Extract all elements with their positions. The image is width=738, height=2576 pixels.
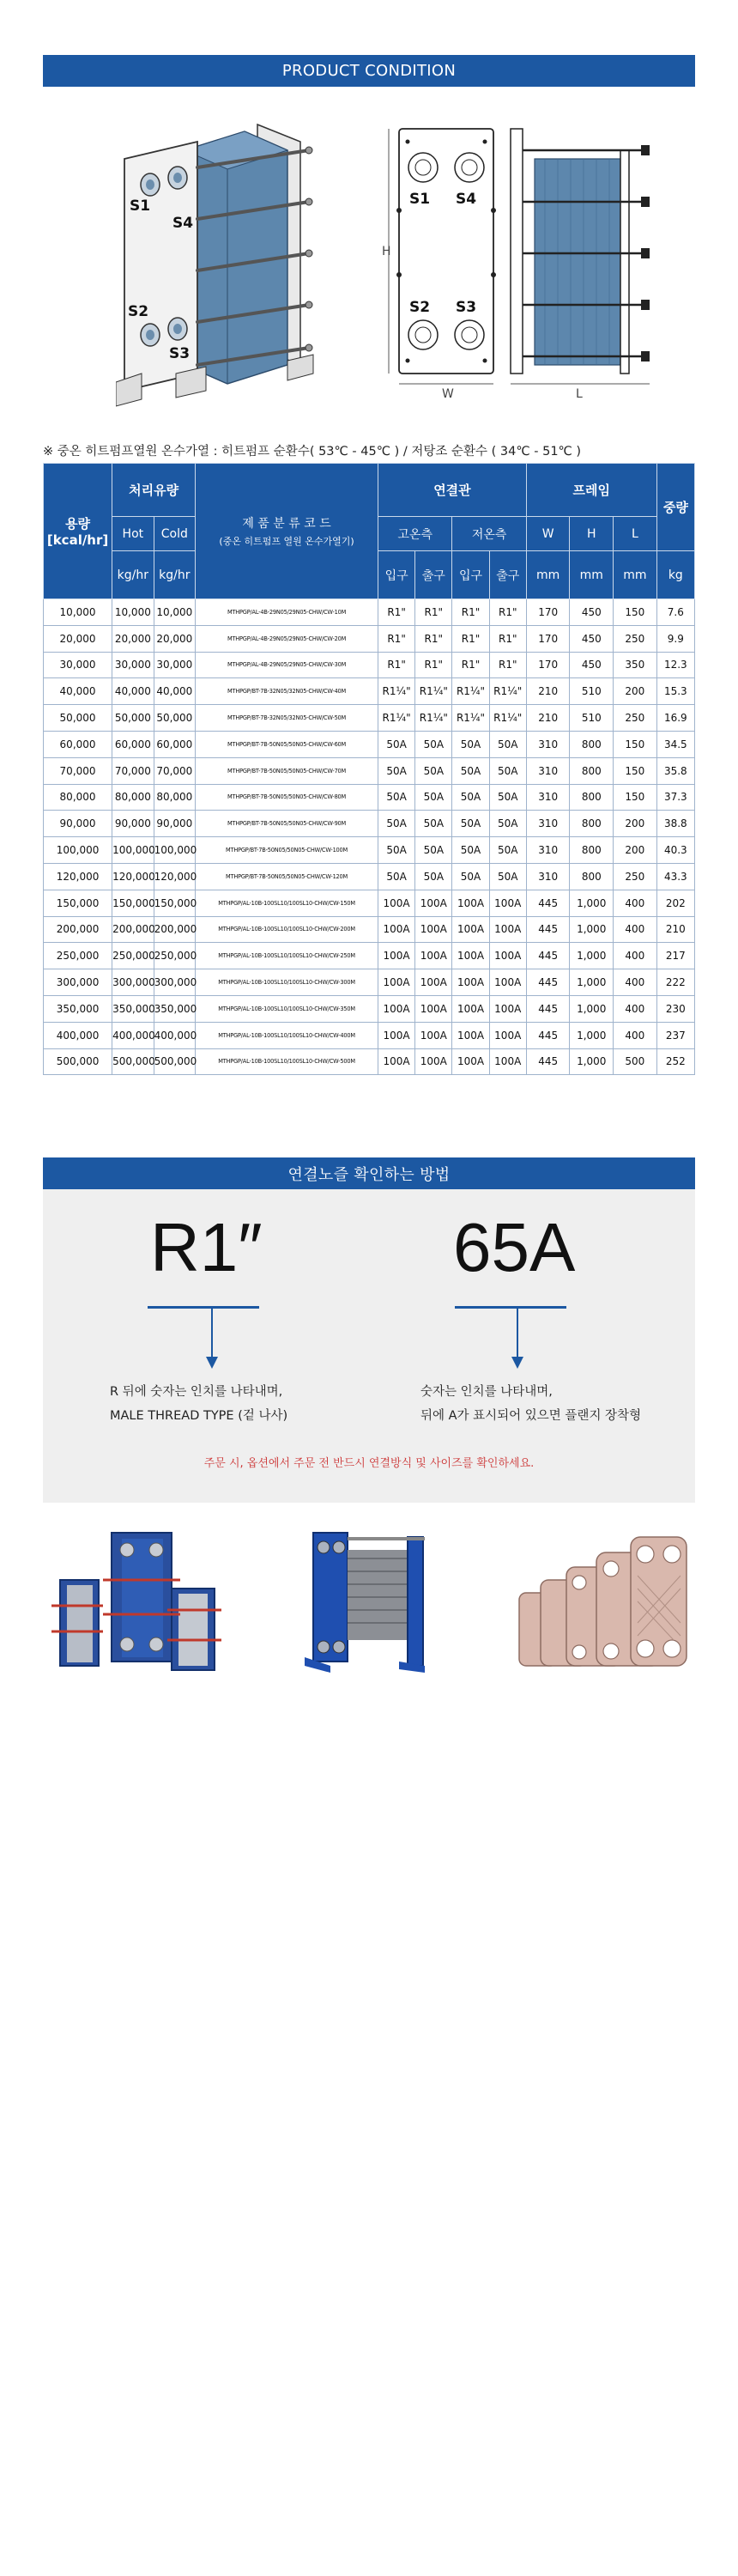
header-frame: 프레임 xyxy=(526,464,656,517)
cell-frame-w: 445 xyxy=(526,969,570,996)
header-capacity xyxy=(44,464,112,599)
cell-cold-inlet: 100A xyxy=(452,916,489,943)
cell-hot-outlet: 100A xyxy=(415,969,452,996)
cell-frame-w: 310 xyxy=(526,811,570,837)
cell-frame-w: 445 xyxy=(526,1048,570,1075)
cell-hot-outlet: 50A xyxy=(415,837,452,864)
cell-product-code: MTHPGP/AL-4B-29N05/29N05-CHW/CW-10M xyxy=(196,599,378,626)
label-s3: S3 xyxy=(169,345,191,362)
cell-hot-inlet: 50A xyxy=(378,863,415,890)
header-mm-l: mm xyxy=(614,551,657,599)
cell-frame-w: 445 xyxy=(526,890,570,916)
cell-product-code: MTHPGP/AL-10B-100SL10/100SL10-CHW/CW-200M xyxy=(196,916,378,943)
header-hot-side: 고온측 xyxy=(378,517,452,551)
cell-flow-cold: 350,000 xyxy=(154,995,195,1022)
header-code-title: 제 품 분 류 코 드 xyxy=(242,517,331,531)
cell-flow-cold: 10,000 xyxy=(154,599,195,626)
cell-flow-hot: 200,000 xyxy=(112,916,154,943)
product-photo-single xyxy=(296,1528,433,1674)
cell-capacity: 300,000 xyxy=(44,969,112,996)
cell-hot-inlet: R1¼" xyxy=(378,705,415,732)
cell-product-code: MTHPGP/AL-10B-100SL10/100SL10-CHW/CW-300M xyxy=(196,969,378,996)
cell-flow-hot: 100,000 xyxy=(112,837,154,864)
cell-hot-inlet: R1¼" xyxy=(378,678,415,705)
table-row xyxy=(44,969,695,996)
cell-capacity: 40,000 xyxy=(44,678,112,705)
header-flow: 처리유량 xyxy=(112,464,196,517)
cell-product-code: MTHPGP/AL-4B-29N05/29N05-CHW/CW-30M xyxy=(196,652,378,678)
header-capacity-label: 용량 xyxy=(65,516,91,532)
header-mm-w: mm xyxy=(526,551,570,599)
cell-frame-h: 800 xyxy=(570,784,614,811)
table-row xyxy=(44,811,695,837)
cell-product-code: MTHPGP/AL-10B-100SL10/100SL10-CHW/CW-150M xyxy=(196,890,378,916)
flange-example: 65A xyxy=(453,1209,576,1285)
cell-product-code: MTHPGP/BT-7B-50N05/50N05-CHW/CW-80M xyxy=(196,784,378,811)
cell-capacity: 50,000 xyxy=(44,705,112,732)
cell-capacity: 20,000 xyxy=(44,625,112,652)
cell-frame-l: 200 xyxy=(614,837,657,864)
cell-hot-inlet: 100A xyxy=(378,1048,415,1075)
cell-hot-inlet: 100A xyxy=(378,890,415,916)
cell-cold-inlet: 50A xyxy=(452,731,489,757)
cell-cold-outlet: 50A xyxy=(489,784,526,811)
cell-frame-l: 350 xyxy=(614,652,657,678)
header-cold: Cold xyxy=(154,517,195,551)
cell-hot-inlet: 100A xyxy=(378,1022,415,1048)
cell-cold-outlet: R1" xyxy=(489,599,526,626)
flange-arrow-icon xyxy=(509,1309,526,1370)
cell-weight: 38.8 xyxy=(656,811,694,837)
cell-flow-hot: 20,000 xyxy=(112,625,154,652)
cell-flow-hot: 250,000 xyxy=(112,943,154,969)
cell-weight: 217 xyxy=(656,943,694,969)
cell-cold-outlet: 50A xyxy=(489,863,526,890)
cell-hot-outlet: 50A xyxy=(415,784,452,811)
header-h: H xyxy=(570,517,614,551)
cell-weight: 7.6 xyxy=(656,599,694,626)
cell-capacity: 350,000 xyxy=(44,995,112,1022)
cell-cold-inlet: 100A xyxy=(452,969,489,996)
cell-flow-hot: 60,000 xyxy=(112,731,154,757)
table-row xyxy=(44,1048,695,1075)
header-l: L xyxy=(614,517,657,551)
cell-frame-h: 450 xyxy=(570,599,614,626)
cell-cold-inlet: 50A xyxy=(452,757,489,784)
cell-product-code: MTHPGP/BT-7B-50N05/50N05-CHW/CW-90M xyxy=(196,811,378,837)
cell-weight: 43.3 xyxy=(656,863,694,890)
cell-hot-inlet: 50A xyxy=(378,837,415,864)
cell-cold-outlet: 100A xyxy=(489,943,526,969)
cell-frame-w: 170 xyxy=(526,625,570,652)
cell-cold-inlet: 100A xyxy=(452,943,489,969)
header-inlet-hot: 입구 xyxy=(378,551,415,599)
cell-hot-inlet: 100A xyxy=(378,943,415,969)
cell-flow-hot: 400,000 xyxy=(112,1022,154,1048)
cell-weight: 34.5 xyxy=(656,731,694,757)
cell-weight: 210 xyxy=(656,916,694,943)
header-capacity-unit: [kcal/hr] xyxy=(46,532,109,548)
product-photo-group xyxy=(51,1528,223,1674)
cell-capacity: 30,000 xyxy=(44,652,112,678)
cell-hot-inlet: 100A xyxy=(378,995,415,1022)
cell-frame-h: 800 xyxy=(570,837,614,864)
cell-frame-w: 170 xyxy=(526,599,570,626)
cell-capacity: 150,000 xyxy=(44,890,112,916)
header-code xyxy=(196,464,378,599)
cell-flow-hot: 150,000 xyxy=(112,890,154,916)
header-outlet-cold: 출구 xyxy=(489,551,526,599)
cell-cold-inlet: 100A xyxy=(452,1048,489,1075)
cell-cold-outlet: 100A xyxy=(489,995,526,1022)
cell-hot-outlet: 50A xyxy=(415,757,452,784)
cell-weight: 252 xyxy=(656,1048,694,1075)
cell-flow-cold: 500,000 xyxy=(154,1048,195,1075)
flange-desc-line1: 숫자는 인치를 나타내며, xyxy=(420,1385,553,1399)
spec-table-body xyxy=(44,599,695,1075)
cell-flow-cold: 300,000 xyxy=(154,969,195,996)
cell-weight: 230 xyxy=(656,995,694,1022)
cell-hot-outlet: 50A xyxy=(415,811,452,837)
cell-product-code: MTHPGP/BT-7B-50N05/50N05-CHW/CW-70M xyxy=(196,757,378,784)
nozzle-check-banner xyxy=(43,1157,695,1189)
cell-frame-l: 200 xyxy=(614,811,657,837)
cell-cold-outlet: 50A xyxy=(489,731,526,757)
cell-cold-inlet: R1" xyxy=(452,599,489,626)
cell-cold-outlet: R1¼" xyxy=(489,678,526,705)
cell-hot-outlet: R1" xyxy=(415,599,452,626)
cell-hot-outlet: 100A xyxy=(415,995,452,1022)
cell-cold-inlet: 100A xyxy=(452,890,489,916)
cell-product-code: MTHPGP/AL-10B-100SL10/100SL10-CHW/CW-250M xyxy=(196,943,378,969)
header-hot: Hot xyxy=(112,517,154,551)
cell-cold-outlet: R1" xyxy=(489,652,526,678)
cell-cold-inlet: R1¼" xyxy=(452,678,489,705)
cell-product-code: MTHPGP/AL-10B-100SL10/100SL10-CHW/CW-400M xyxy=(196,1022,378,1048)
table-row xyxy=(44,625,695,652)
cell-product-code: MTHPGP/AL-10B-100SL10/100SL10-CHW/CW-500M xyxy=(196,1048,378,1075)
tech-label-s2: S2 xyxy=(409,299,431,316)
cell-frame-l: 250 xyxy=(614,705,657,732)
cell-flow-cold: 60,000 xyxy=(154,731,195,757)
cell-product-code: MTHPGP/BT-7B-50N05/50N05-CHW/CW-100M xyxy=(196,837,378,864)
cell-capacity: 70,000 xyxy=(44,757,112,784)
cell-frame-h: 1,000 xyxy=(570,969,614,996)
product-condition-title: PRODUCT CONDITION xyxy=(281,62,457,80)
cell-hot-inlet: 50A xyxy=(378,811,415,837)
cell-flow-cold: 100,000 xyxy=(154,837,195,864)
cell-frame-h: 1,000 xyxy=(570,995,614,1022)
cell-frame-w: 445 xyxy=(526,1022,570,1048)
cell-flow-cold: 90,000 xyxy=(154,811,195,837)
cell-cold-inlet: R1¼" xyxy=(452,705,489,732)
cell-capacity: 80,000 xyxy=(44,784,112,811)
cell-flow-cold: 80,000 xyxy=(154,784,195,811)
cell-frame-h: 510 xyxy=(570,705,614,732)
cell-weight: 16.9 xyxy=(656,705,694,732)
order-warning: 주문 시, 옵션에서 주문 전 반드시 연결방식 및 사이즈를 확인하세요. xyxy=(203,1457,535,1470)
cell-flow-hot: 40,000 xyxy=(112,678,154,705)
table-row xyxy=(44,784,695,811)
header-kg: kg xyxy=(656,551,694,599)
dim-h-label: H xyxy=(382,245,391,258)
cell-weight: 12.3 xyxy=(656,652,694,678)
cell-frame-h: 1,000 xyxy=(570,916,614,943)
cell-frame-l: 400 xyxy=(614,1022,657,1048)
header-mm-h: mm xyxy=(570,551,614,599)
cell-weight: 15.3 xyxy=(656,678,694,705)
cell-weight: 40.3 xyxy=(656,837,694,864)
cell-hot-inlet: 50A xyxy=(378,784,415,811)
table-row xyxy=(44,705,695,732)
dim-l-label: L xyxy=(576,387,583,399)
cell-cold-inlet: 50A xyxy=(452,837,489,864)
cell-flow-hot: 350,000 xyxy=(112,995,154,1022)
cell-hot-inlet: R1" xyxy=(378,652,415,678)
cell-frame-l: 400 xyxy=(614,995,657,1022)
header-w: W xyxy=(526,517,570,551)
cell-frame-l: 150 xyxy=(614,757,657,784)
cell-cold-outlet: 100A xyxy=(489,890,526,916)
cell-frame-w: 310 xyxy=(526,731,570,757)
cell-frame-w: 310 xyxy=(526,784,570,811)
tech-label-s1: S1 xyxy=(409,191,431,208)
header-kghr-cold: kg/hr xyxy=(154,551,195,599)
thread-example: R1″ xyxy=(150,1209,263,1285)
cell-hot-inlet: 100A xyxy=(378,916,415,943)
cell-frame-l: 250 xyxy=(614,863,657,890)
cell-flow-hot: 70,000 xyxy=(112,757,154,784)
cell-product-code: MTHPGP/AL-10B-100SL10/100SL10-CHW/CW-350M xyxy=(196,995,378,1022)
table-row xyxy=(44,678,695,705)
cell-frame-h: 800 xyxy=(570,731,614,757)
thread-description xyxy=(110,1380,287,1428)
cell-frame-h: 800 xyxy=(570,863,614,890)
cell-flow-cold: 20,000 xyxy=(154,625,195,652)
cell-capacity: 10,000 xyxy=(44,599,112,626)
cell-hot-outlet: 100A xyxy=(415,1048,452,1075)
thread-arrow-icon xyxy=(203,1309,221,1370)
cell-frame-h: 1,000 xyxy=(570,1022,614,1048)
cell-flow-cold: 30,000 xyxy=(154,652,195,678)
label-s1: S1 xyxy=(130,197,151,215)
cell-weight: 35.8 xyxy=(656,757,694,784)
cell-hot-outlet: 50A xyxy=(415,731,452,757)
cell-flow-hot: 120,000 xyxy=(112,863,154,890)
cell-weight: 237 xyxy=(656,1022,694,1048)
cell-flow-cold: 250,000 xyxy=(154,943,195,969)
tech-label-s4: S4 xyxy=(456,191,477,208)
cell-flow-cold: 70,000 xyxy=(154,757,195,784)
product-photo-plates xyxy=(511,1528,691,1674)
cell-frame-w: 310 xyxy=(526,863,570,890)
cell-frame-h: 450 xyxy=(570,625,614,652)
cell-hot-outlet: 50A xyxy=(415,863,452,890)
cell-frame-h: 450 xyxy=(570,652,614,678)
table-row xyxy=(44,890,695,916)
cell-hot-outlet: 100A xyxy=(415,1022,452,1048)
cell-frame-l: 150 xyxy=(614,599,657,626)
cell-frame-w: 310 xyxy=(526,757,570,784)
cell-cold-outlet: R1¼" xyxy=(489,705,526,732)
cell-hot-inlet: 50A xyxy=(378,757,415,784)
cell-hot-outlet: R1¼" xyxy=(415,678,452,705)
header-weight: 중량 xyxy=(656,464,694,551)
cell-capacity: 100,000 xyxy=(44,837,112,864)
cell-cold-inlet: 50A xyxy=(452,863,489,890)
thread-desc-line2: MALE THREAD TYPE (겉 나사) xyxy=(110,1409,288,1423)
table-row xyxy=(44,731,695,757)
cell-product-code: MTHPGP/AL-4B-29N05/29N05-CHW/CW-20M xyxy=(196,625,378,652)
cell-capacity: 400,000 xyxy=(44,1022,112,1048)
table-row xyxy=(44,1022,695,1048)
heat-exchanger-tech-drawing xyxy=(382,125,656,399)
cell-cold-outlet: 50A xyxy=(489,811,526,837)
header-inlet-cold: 입구 xyxy=(452,551,489,599)
cell-capacity: 90,000 xyxy=(44,811,112,837)
table-row xyxy=(44,757,695,784)
table-row xyxy=(44,599,695,626)
operating-condition-note: ※ 중온 히트펌프열원 온수가열 : 히트펌프 순환수( 53℃ - 45℃ ) / 저탕조 순환수 ( 34℃ - 51℃ ) xyxy=(43,445,582,459)
cell-cold-inlet: R1" xyxy=(452,625,489,652)
cell-capacity: 120,000 xyxy=(44,863,112,890)
cell-product-code: MTHPGP/BT-7B-32N05/32N05-CHW/CW-50M xyxy=(196,705,378,732)
cell-hot-outlet: 100A xyxy=(415,943,452,969)
cell-flow-cold: 150,000 xyxy=(154,890,195,916)
cell-hot-inlet: R1" xyxy=(378,599,415,626)
cell-frame-l: 150 xyxy=(614,731,657,757)
cell-hot-inlet: 50A xyxy=(378,731,415,757)
cell-weight: 202 xyxy=(656,890,694,916)
table-row xyxy=(44,652,695,678)
cell-capacity: 250,000 xyxy=(44,943,112,969)
table-row xyxy=(44,837,695,864)
cell-frame-w: 310 xyxy=(526,837,570,864)
cell-frame-l: 200 xyxy=(614,678,657,705)
heat-exchanger-iso-drawing xyxy=(116,116,339,408)
cell-product-code: MTHPGP/BT-7B-50N05/50N05-CHW/CW-120M xyxy=(196,863,378,890)
thread-desc-line1: R 뒤에 숫자는 인치를 나타내며, xyxy=(110,1385,283,1399)
cell-flow-hot: 300,000 xyxy=(112,969,154,996)
cell-frame-h: 800 xyxy=(570,811,614,837)
cell-frame-w: 445 xyxy=(526,995,570,1022)
header-code-sub: (중온 히트펌프 열원 온수가열기) xyxy=(219,536,354,547)
flange-description xyxy=(420,1380,641,1428)
cell-cold-outlet: 50A xyxy=(489,757,526,784)
cell-flow-cold: 400,000 xyxy=(154,1022,195,1048)
cell-frame-l: 400 xyxy=(614,969,657,996)
cell-hot-inlet: 100A xyxy=(378,969,415,996)
cell-cold-inlet: 50A xyxy=(452,784,489,811)
cell-frame-l: 500 xyxy=(614,1048,657,1075)
cell-frame-l: 400 xyxy=(614,943,657,969)
cell-weight: 9.9 xyxy=(656,625,694,652)
table-row xyxy=(44,995,695,1022)
cell-cold-outlet: 100A xyxy=(489,1022,526,1048)
cell-frame-l: 150 xyxy=(614,784,657,811)
cell-flow-hot: 10,000 xyxy=(112,599,154,626)
cell-frame-l: 250 xyxy=(614,625,657,652)
cell-frame-l: 400 xyxy=(614,890,657,916)
flange-desc-line2: 뒤에 A가 표시되어 있으면 플랜지 장착형 xyxy=(420,1409,642,1423)
cell-weight: 37.3 xyxy=(656,784,694,811)
cell-frame-w: 210 xyxy=(526,705,570,732)
cell-frame-w: 445 xyxy=(526,943,570,969)
nozzle-check-title: 연결노즐 확인하는 방법 xyxy=(287,1165,451,1184)
cell-cold-outlet: 100A xyxy=(489,916,526,943)
cell-capacity: 60,000 xyxy=(44,731,112,757)
header-kghr-hot: kg/hr xyxy=(112,551,154,599)
cell-cold-outlet: 50A xyxy=(489,837,526,864)
cell-product-code: MTHPGP/BT-7B-50N05/50N05-CHW/CW-60M xyxy=(196,731,378,757)
table-row xyxy=(44,916,695,943)
table-row xyxy=(44,863,695,890)
cell-capacity: 200,000 xyxy=(44,916,112,943)
cell-frame-h: 1,000 xyxy=(570,890,614,916)
cell-hot-outlet: R1" xyxy=(415,625,452,652)
cell-flow-hot: 500,000 xyxy=(112,1048,154,1075)
cell-cold-inlet: 100A xyxy=(452,1022,489,1048)
header-outlet-hot: 출구 xyxy=(415,551,452,599)
header-connection: 연결관 xyxy=(378,464,527,517)
cell-hot-outlet: 100A xyxy=(415,890,452,916)
cell-product-code: MTHPGP/BT-7B-32N05/32N05-CHW/CW-40M xyxy=(196,678,378,705)
cell-cold-outlet: R1" xyxy=(489,625,526,652)
cell-frame-h: 800 xyxy=(570,757,614,784)
nozzle-check-panel xyxy=(43,1189,695,1503)
tech-label-s3: S3 xyxy=(456,299,477,316)
cell-cold-outlet: 100A xyxy=(489,969,526,996)
cell-frame-h: 510 xyxy=(570,678,614,705)
cell-hot-outlet: 100A xyxy=(415,916,452,943)
cell-frame-w: 170 xyxy=(526,652,570,678)
cell-flow-hot: 80,000 xyxy=(112,784,154,811)
cell-flow-cold: 50,000 xyxy=(154,705,195,732)
table-row xyxy=(44,943,695,969)
cell-cold-inlet: R1" xyxy=(452,652,489,678)
cell-flow-hot: 50,000 xyxy=(112,705,154,732)
cell-frame-w: 210 xyxy=(526,678,570,705)
dim-w-label: W xyxy=(442,387,454,399)
cell-frame-l: 400 xyxy=(614,916,657,943)
label-s2: S2 xyxy=(128,303,149,320)
cell-flow-cold: 200,000 xyxy=(154,916,195,943)
product-condition-banner xyxy=(43,55,695,87)
cell-flow-hot: 30,000 xyxy=(112,652,154,678)
cell-frame-h: 1,000 xyxy=(570,1048,614,1075)
cell-hot-outlet: R1¼" xyxy=(415,705,452,732)
cell-hot-outlet: R1" xyxy=(415,652,452,678)
label-s4: S4 xyxy=(172,215,194,232)
cell-cold-outlet: 100A xyxy=(489,1048,526,1075)
cell-flow-cold: 40,000 xyxy=(154,678,195,705)
cell-frame-w: 445 xyxy=(526,916,570,943)
spec-table xyxy=(43,463,695,1075)
cell-flow-cold: 120,000 xyxy=(154,863,195,890)
header-cold-side: 저온측 xyxy=(452,517,526,551)
cell-cold-inlet: 100A xyxy=(452,995,489,1022)
cell-frame-h: 1,000 xyxy=(570,943,614,969)
cell-cold-inlet: 50A xyxy=(452,811,489,837)
cell-capacity: 500,000 xyxy=(44,1048,112,1075)
cell-flow-hot: 90,000 xyxy=(112,811,154,837)
cell-hot-inlet: R1" xyxy=(378,625,415,652)
cell-weight: 222 xyxy=(656,969,694,996)
